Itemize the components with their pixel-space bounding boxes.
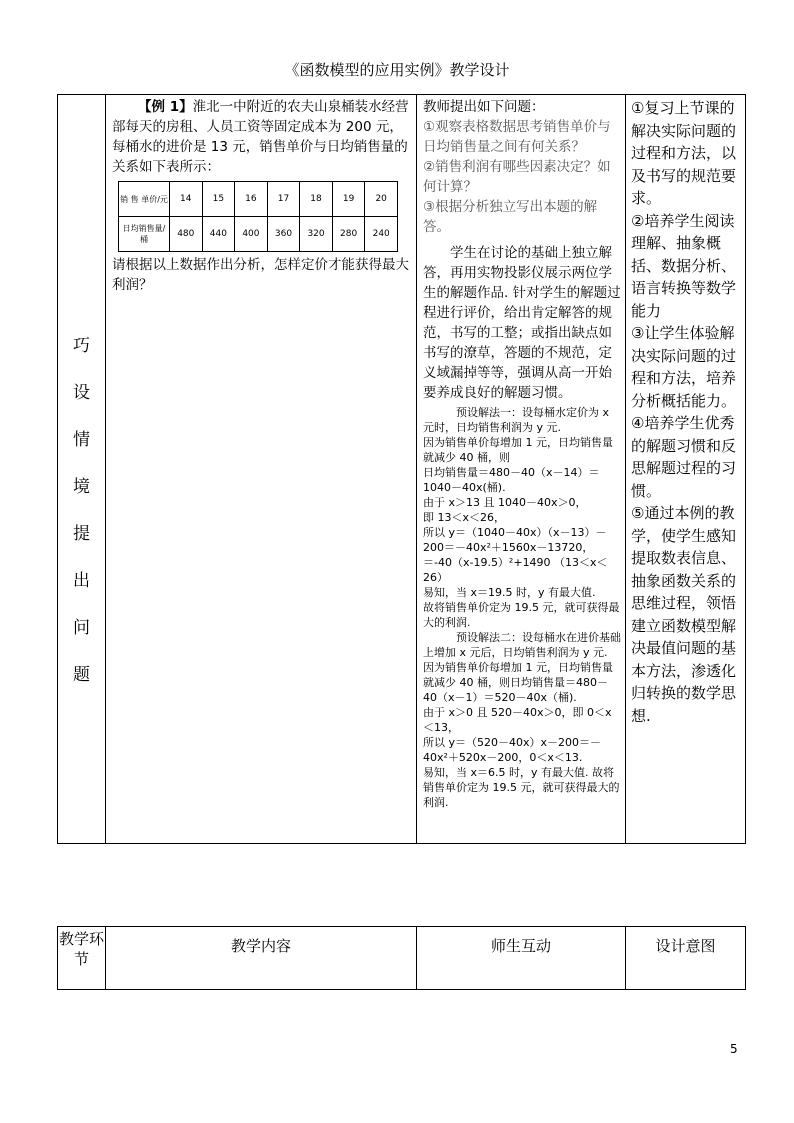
table-cell: 18: [300, 182, 333, 217]
header-content: 教学内容: [106, 927, 417, 990]
table-cell: 16: [235, 182, 268, 217]
table-cell: 19: [332, 182, 365, 217]
question-1: ①观察表格数据思考销售单价与日均销售量之间有何关系？: [423, 119, 611, 155]
table-cell: 280: [332, 217, 365, 252]
next-page-header-table: [57, 926, 746, 990]
table-header-cell: 日均销售量/桶: [119, 217, 170, 252]
table-cell: 14: [170, 182, 203, 217]
table-cell: 440: [202, 217, 235, 252]
table-row: [119, 217, 398, 252]
table-cell: 360: [267, 217, 300, 252]
solution-2-line: 所以 y＝（520－40x）x－200＝－40x²＋520x－200，0＜x＜13.: [423, 736, 602, 764]
stage-label: [58, 253, 105, 685]
design-item: ①复习上节课的解决实际问题的过程和方法，以及书写的规范要求。: [631, 99, 737, 207]
stage-cell: [58, 95, 106, 844]
solution-1-line: 所以 y＝（1040－40x）（x－13）－200＝－40x²＋1560x－13720， ＝-40（x-19.5）²+1490 （13＜x＜26）: [423, 526, 608, 584]
interaction-intro: 教师提出如下问题：: [423, 99, 545, 115]
stage-char: 提: [73, 524, 90, 544]
stage-char: 设: [73, 383, 90, 403]
table-cell: 17: [267, 182, 300, 217]
header-interaction: 师生互动: [417, 927, 626, 990]
solution-1-line: 故将销售单价定为 19.5 元，就可获得最大的利润.: [423, 601, 620, 629]
table-cell: 320: [300, 217, 333, 252]
interaction-cell: [417, 95, 626, 844]
table-cell: 20: [365, 182, 398, 217]
solution-2-line: 由于 x＞0 且 520－40x＞0，即 0＜x＜13，: [423, 706, 612, 734]
example-label: 【例 1】: [138, 99, 193, 115]
design-intent-cell: [626, 95, 746, 844]
solution-1-line: 日均销售量＝480－40（x－14）＝1040－40x(桶).: [423, 466, 600, 494]
solution-2-line: 易知，当 x＝6.5 时，y 有最大值. 故将销售单价定为 19.5 元，就可获得最大的利润.: [423, 766, 620, 809]
stage-char: 境: [73, 477, 90, 497]
solution-2-line: 因为销售单价每增加 1 元，日均销售量就减少 40 桶，则日均销售量＝480－40（x－1）＝520－40x（桶).: [423, 661, 613, 704]
solution-1-line: 易知，当 x＝19.5 时，y 有最大值.: [423, 586, 596, 599]
price-sales-table: [118, 181, 398, 252]
stage-char: 情: [73, 430, 90, 450]
table-row: [119, 182, 398, 217]
teaching-content-cell: [106, 95, 417, 844]
table-cell: 240: [365, 217, 398, 252]
lesson-plan-table: [57, 94, 746, 844]
solution-1-line: 因为销售单价每增加 1 元，日均销售量就减少 40 桶，则: [423, 436, 613, 464]
table-header-cell: 销 售 单价/元: [119, 182, 170, 217]
question-3: ③根据分析独立写出本题的解答。: [423, 199, 598, 235]
page-number: 5: [730, 1042, 738, 1056]
table-cell: 400: [235, 217, 268, 252]
stage-char: 题: [73, 665, 90, 685]
design-item: ②培养学生阅读理解、抽象概括、数据分析、语言转换等数学能力: [631, 211, 737, 320]
discussion-paragraph: 学生在讨论的基础上独立解答，再用实物投影仪展示两位学生的解题作品. 针对学生的解题过程进行评价，给出肯定解答的规范，书写的工整；或指出缺点如书写的潦草，答题的不规范，定义域漏掉等等，强调从高一开始要养成良好的解题习惯。: [423, 245, 621, 401]
design-item: ④培养学生优秀的解题习惯和反思解题过程的习惯。: [631, 414, 737, 500]
example-paragraph: [112, 97, 412, 177]
design-item: ⑤通过本例的教学，使学生感知提取数表信息、抽象函数关系的思维过程，领悟建立函数模型解决最值问题的基本方法，渗透化归转换的数学思想.: [631, 504, 737, 725]
header-stage: 教学环节: [58, 927, 106, 990]
example-text: 淮北一中附近的农夫山泉桶装水经营部每天的房租、人员工资等固定成本为 200 元，每桶水的进价是 13 元，销售单价与日均销售量的关系如下表所示：: [112, 99, 409, 175]
page-title: 《函数模型的应用实例》教学设计: [284, 61, 510, 79]
example-question: 请根据以上数据作出分析，怎样定价才能获得最大利润？: [112, 257, 409, 293]
header-design: 设计意图: [626, 927, 746, 990]
stage-char: 出: [73, 571, 90, 591]
table-cell: 15: [202, 182, 235, 217]
table-cell: 480: [170, 217, 203, 252]
design-item: ③让学生体验解决实际问题的过程和方法，培养分析概括能力。: [631, 324, 737, 410]
solution-1-line: 由于 x＞13 且 1040－40x＞0，: [423, 496, 587, 509]
solution-1-line: 即 13＜x＜26，: [423, 511, 506, 524]
solution-1-title: 预设解法一：设每桶水定价为 x 元时，日均销售利润为 y 元.: [423, 406, 610, 434]
question-2: ②销售利润有哪些因素决定？如何计算？: [423, 159, 611, 195]
stage-char: 巧: [73, 336, 90, 356]
stage-char: 问: [73, 618, 90, 638]
solution-2-title: 预设解法二：设每桶水在进价基础上增加 x 元后，日均销售利润为 y 元.: [423, 631, 621, 659]
